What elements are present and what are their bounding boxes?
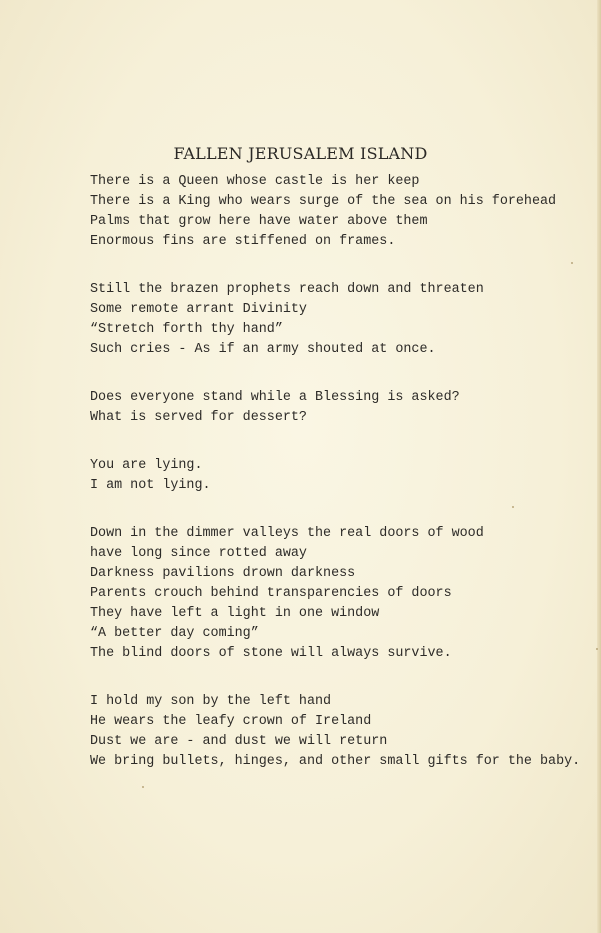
poem-line: Enormous fins are stiffened on frames. <box>90 234 396 249</box>
poem-line: The blind doors of stone will always survive. <box>90 646 452 661</box>
poem-line: Parents crouch behind transparencies of doors <box>90 586 452 601</box>
paper-speck <box>571 262 573 264</box>
poem-line: I hold my son by the left hand <box>90 694 332 709</box>
poem-line: Darkness pavilions drown darkness <box>90 566 356 581</box>
poem-line: They have left a light in one window <box>90 606 380 621</box>
poem-line: You are lying. <box>90 458 203 473</box>
poem-line: Dust we are - and dust we will return <box>90 734 388 749</box>
poem-title: FALLEN JERUSALEM ISLAND <box>173 144 428 163</box>
page-edge <box>597 0 601 933</box>
poem-line: There is a Queen whose castle is her keep <box>90 174 420 189</box>
poem-line: “Stretch forth thy hand” <box>90 322 283 337</box>
poem-line: He wears the leafy crown of Ireland <box>90 714 372 729</box>
poem-line: “A better day coming” <box>90 626 259 641</box>
poem-line: Palms that grow here have water above them <box>90 214 428 229</box>
stanza-3 <box>90 388 580 428</box>
poem-line: Such cries - As if an army shouted at once. <box>90 342 436 357</box>
poem-line: What is served for dessert? <box>90 410 307 425</box>
poem-line: We bring bullets, hinges, and other small gifts for the baby. <box>90 754 581 769</box>
poem-line: Still the brazen prophets reach down and threaten <box>90 282 484 297</box>
paper-speck <box>596 648 598 650</box>
poem-line: Does everyone stand while a Blessing is asked? <box>90 390 460 405</box>
poem-line: Some remote arrant Divinity <box>90 302 307 317</box>
poem-line: There is a King who wears surge of the sea on his forehead <box>90 194 557 209</box>
stanza-2 <box>90 280 580 360</box>
stanza-5 <box>90 524 580 664</box>
poem-line: have long since rotted away <box>90 546 307 561</box>
poem-body <box>90 172 580 800</box>
stanza-4 <box>90 456 580 496</box>
poem-line: I am not lying. <box>90 478 211 493</box>
paper-speck <box>142 786 144 788</box>
poem-line: Down in the dimmer valleys the real doors of wood <box>90 526 484 541</box>
stanza-6 <box>90 692 580 772</box>
paper-speck <box>512 506 514 508</box>
stanza-1 <box>90 172 580 252</box>
